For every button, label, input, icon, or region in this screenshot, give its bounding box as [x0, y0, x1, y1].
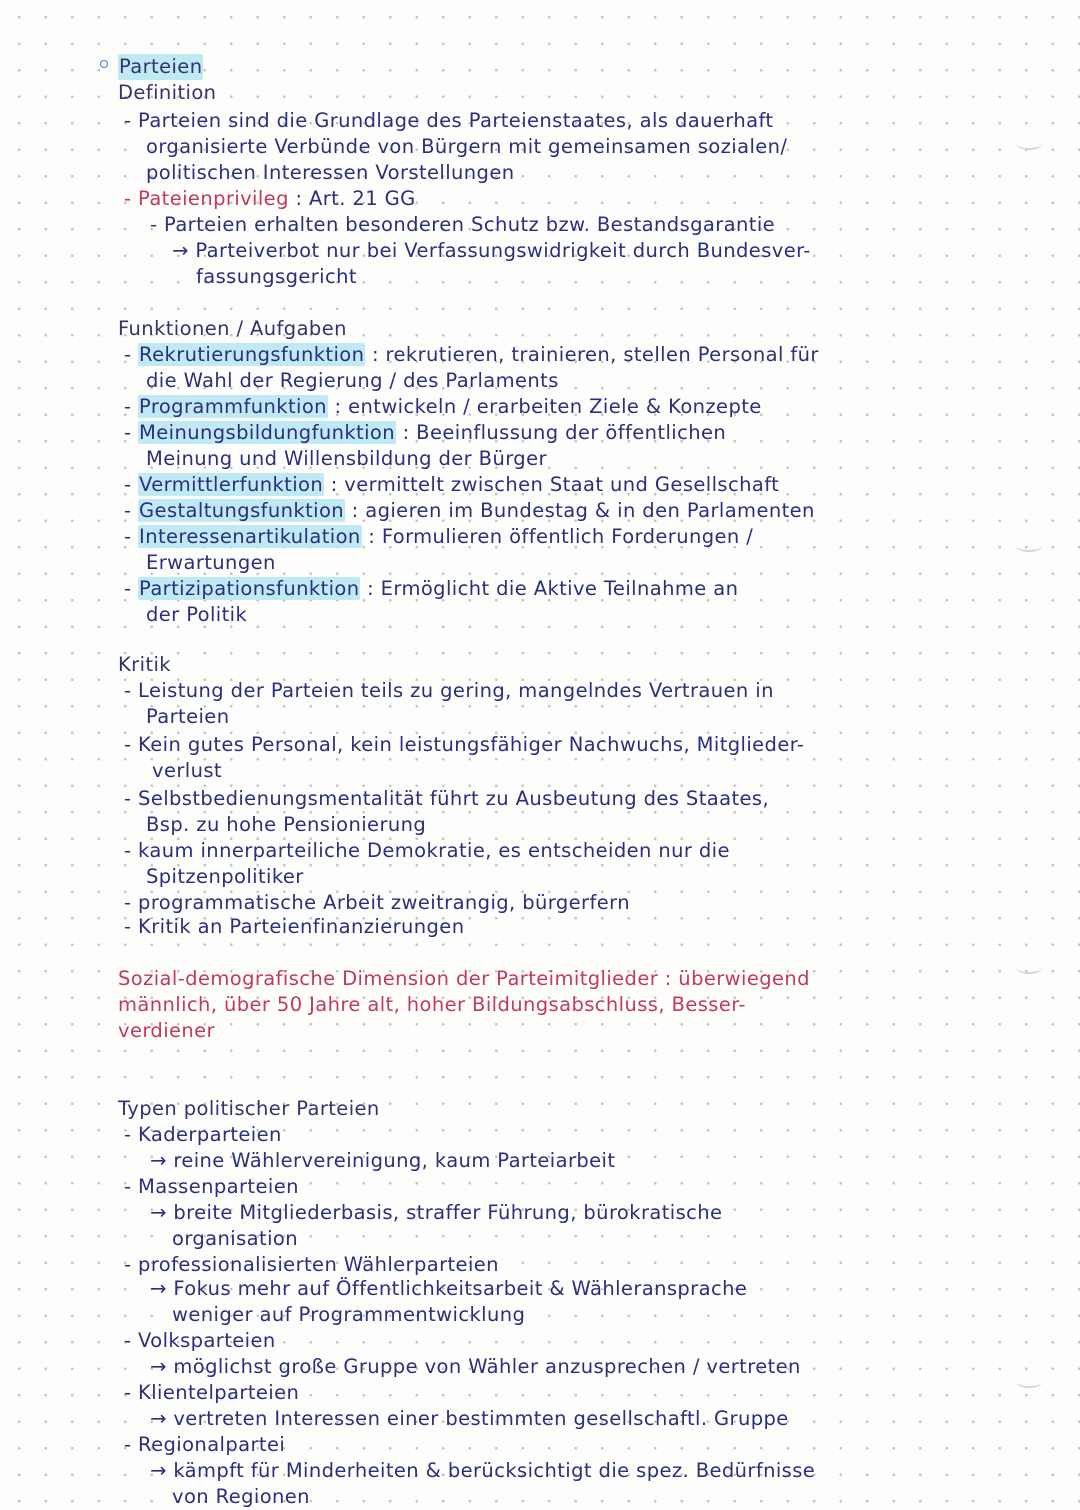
bullet-dash: -: [124, 577, 139, 600]
note-line: weniger auf Programmentwicklung: [172, 1303, 526, 1326]
term-description: : entwickeln / erarbeiten Ziele & Konzepte: [327, 395, 762, 418]
highlighted-term: Partizipationsfunktion: [139, 577, 360, 600]
note-line: → vertreten Interessen einer bestimmten gesellschaftl. Gruppe: [150, 1407, 789, 1430]
note-line: verdiener: [118, 1019, 215, 1042]
term-description: : Ermöglicht die Aktive Teilnahme an: [360, 577, 739, 600]
term-description: : Art. 21 GG: [288, 187, 416, 210]
note-line: von Regionen: [172, 1485, 310, 1508]
note-line: Parteien: [119, 55, 203, 78]
bullet-dash: -: [124, 499, 139, 522]
note-line: [124, 576, 738, 602]
note-line: - Regionalpartei: [124, 1433, 286, 1456]
note-line: Spitzenpolitiker: [146, 865, 304, 888]
bullet-dash: -: [124, 473, 139, 496]
note-line: fassungsgericht: [196, 265, 357, 288]
highlighted-term: Meinungsbildungfunktion: [139, 421, 396, 444]
term-description: : Beeinflussung der öffentlichen: [396, 421, 727, 444]
highlighted-term: Gestaltungsfunktion: [139, 499, 345, 522]
note-line: [124, 394, 762, 420]
note-line: - Massenparteien: [124, 1175, 299, 1198]
highlighted-term: Rekrutierungsfunktion: [139, 343, 365, 366]
note-line: - Parteien erhalten besonderen Schutz bzw. Bestandsgarantie: [150, 213, 776, 236]
note-line: der Politik: [146, 603, 248, 626]
note-line: Sozial-demografische Dimension der Parteimitglieder : überwiegend: [118, 967, 810, 990]
note-line: [124, 498, 815, 524]
bullet-dash: -: [124, 421, 139, 444]
note-line: organisation: [172, 1227, 298, 1250]
page-hole-mark: [1016, 962, 1042, 974]
term-description: : Formulieren öffentlich Forderungen /: [361, 525, 754, 548]
page-hole-mark: [1016, 540, 1042, 552]
term-description: : agieren im Bundestag & in den Parlamenten: [345, 499, 815, 522]
note-line: → Parteiverbot nur bei Verfassungswidrigkeit durch Bundesver-: [172, 239, 811, 262]
note-line: männlich, über 50 Jahre alt, hoher Bildungsabschluss, Besser-: [118, 993, 746, 1016]
bullet-dash: -: [124, 395, 139, 418]
note-line: Bsp. zu hohe Pensionierung: [146, 813, 427, 836]
note-line: - kaum innerparteiliche Demokratie, es entscheiden nur die: [124, 839, 730, 862]
note-line: Erwartungen: [146, 551, 276, 574]
bullet-dash: -: [124, 343, 139, 366]
bullet-circle-icon: [100, 60, 108, 68]
term-description: : rekrutieren, trainieren, stellen Personal für: [365, 343, 819, 366]
note-line: → möglichst große Gruppe von Wähler anzusprechen / vertreten: [150, 1355, 801, 1378]
page-hole-mark: [1016, 138, 1042, 150]
note-line: → Fokus mehr auf Öffentlichkeitsarbeit & Wähleransprache: [150, 1277, 748, 1300]
note-line: - Leistung der Parteien teils zu gering, mangelndes Vertrauen in: [124, 679, 774, 702]
highlighted-term: Programmfunktion: [139, 395, 327, 418]
note-line: → breite Mitgliederbasis, straffer Führung, bürokratische: [150, 1201, 723, 1224]
note-line: [124, 472, 779, 498]
note-line: Definition: [118, 81, 217, 104]
note-line: - Kein gutes Personal, kein leistungsfähiger Nachwuchs, Mitglieder-: [124, 733, 805, 756]
highlighted-term: Interessenartikulation: [139, 525, 361, 548]
note-line: → reine Wählervereinigung, kaum Parteiarbeit: [150, 1149, 616, 1172]
note-line: Parteien: [146, 705, 230, 728]
note-line: politischen Interessen Vorstellungen: [146, 161, 515, 184]
note-line: - Parteien sind die Grundlage des Parteienstaates, als dauerhaft: [124, 109, 774, 132]
note-line: Meinung und Willensbildung der Bürger: [146, 447, 547, 470]
note-line: - Kritik an Parteienfinanzierungen: [124, 915, 465, 938]
note-line: - Klientelparteien: [124, 1381, 300, 1404]
note-line: - professionalisierten Wählerparteien: [124, 1253, 499, 1276]
highlighted-term: - Pateienprivileg: [124, 187, 289, 210]
note-line: verlust: [152, 759, 222, 782]
note-line: Funktionen / Aufgaben: [118, 317, 347, 340]
note-line: Typen politischer Parteien: [118, 1097, 380, 1120]
note-line: [124, 342, 819, 368]
note-line: [124, 186, 416, 212]
note-line: [124, 420, 726, 446]
term-description: : vermittelt zwischen Staat und Gesellschaft: [324, 473, 780, 496]
note-line: organisierte Verbünde von Bürgern mit gemeinsamen sozialen/: [146, 135, 788, 158]
note-line: [124, 524, 753, 550]
note-line: - programmatische Arbeit zweitrangig, bürgerfern: [124, 891, 630, 914]
note-line: → kämpft für Minderheiten & berücksichtigt die spez. Bedürfnisse: [150, 1459, 816, 1482]
note-line: - Kaderparteien: [124, 1123, 282, 1146]
note-line: - Selbstbedienungsmentalität führt zu Ausbeutung des Staates,: [124, 787, 770, 810]
page-hole-mark: [1016, 1376, 1042, 1388]
note-line: die Wahl der Regierung / des Parlaments: [146, 369, 559, 392]
bullet-dash: -: [124, 525, 139, 548]
note-line: Kritik: [118, 653, 171, 676]
highlighted-term: Vermittlerfunktion: [139, 473, 324, 496]
note-line: - Volksparteien: [124, 1329, 276, 1352]
